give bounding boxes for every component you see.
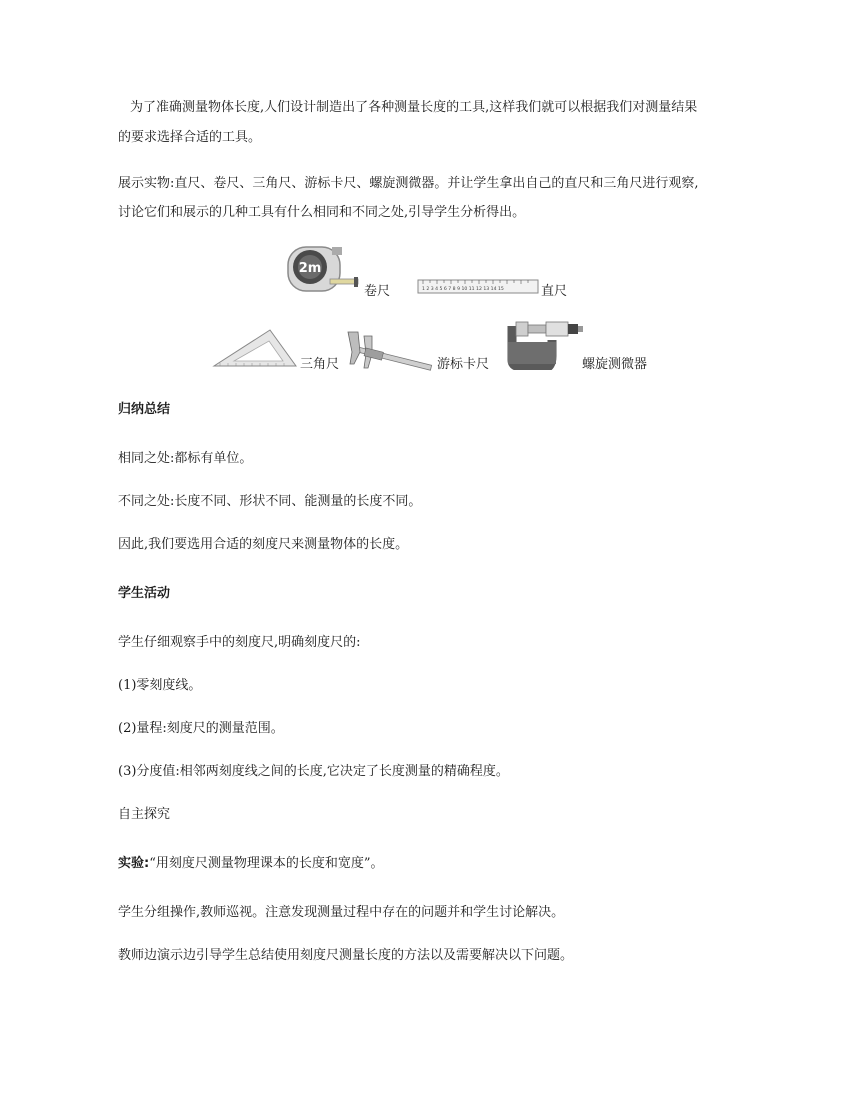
vernier-caliper-image (340, 330, 436, 372)
teacher-demo: 教师边演示边引导学生总结使用刻度尺测量长度的方法以及需要解决以下问题。 (118, 948, 574, 963)
set-square-image (212, 328, 298, 368)
activity-intro: 学生仔细观察手中的刻度尺,明确刻度尺的: (118, 635, 361, 650)
activity-item-1: (1)零刻度线。 (118, 678, 202, 693)
experiment-prefix: 实验: (118, 856, 150, 871)
experiment-line (118, 854, 384, 874)
display-line-1: 展示实物:直尺、卷尺、三角尺、游标卡尺、螺旋测微器。并让学生拿出自己的直尺和三角尺进行观察, (118, 176, 699, 191)
tape-badge: 2m (298, 261, 322, 276)
micrometer-label: 螺旋测微器 (582, 357, 648, 372)
summary-different: 不同之处:长度不同、形状不同、能测量的长度不同。 (118, 494, 422, 509)
intro-line-2: 的要求选择合适的工具。 (118, 130, 262, 145)
summary-same: 相同之处:都标有单位。 (118, 451, 253, 466)
ruler-image (417, 278, 541, 296)
summary-conclusion: 因此,我们要选用合适的刻度尺来测量物体的长度。 (118, 537, 409, 552)
tape-measure-label: 卷尺 (364, 284, 391, 299)
summary-heading: 归纳总结 (118, 402, 171, 417)
vernier-caliper-label: 游标卡尺 (437, 357, 490, 372)
activity-heading: 学生活动 (118, 586, 171, 601)
activity-item-2: (2)量程:刻度尺的测量范围。 (118, 721, 284, 736)
display-line-2: 讨论它们和展示的几种工具有什么相同和不同之处,引导学生分析得出。 (118, 205, 526, 220)
set-square-label: 三角尺 (300, 357, 340, 372)
ruler-digits: 1 2 3 4 5 6 7 8 9 10 11 12 13 14 15 (422, 287, 504, 292)
intro-line-1: 为了准确测量物体长度,人们设计制造出了各种测量长度的工具,这样我们就可以根据我们对测量结果 (130, 100, 698, 115)
tape-measure-image (286, 243, 362, 299)
group-work: 学生分组操作,教师巡视。注意发现测量过程中存在的问题并和学生讨论解决。 (118, 905, 565, 920)
experiment-text: “用刻度尺测量物理课本的长度和宽度”。 (149, 856, 384, 871)
ruler-label: 直尺 (541, 284, 568, 299)
explore-heading: 自主探究 (118, 807, 171, 822)
micrometer-image (506, 316, 584, 370)
activity-item-3: (3)分度值:相邻两刻度线之间的长度,它决定了长度测量的精确程度。 (118, 764, 509, 779)
